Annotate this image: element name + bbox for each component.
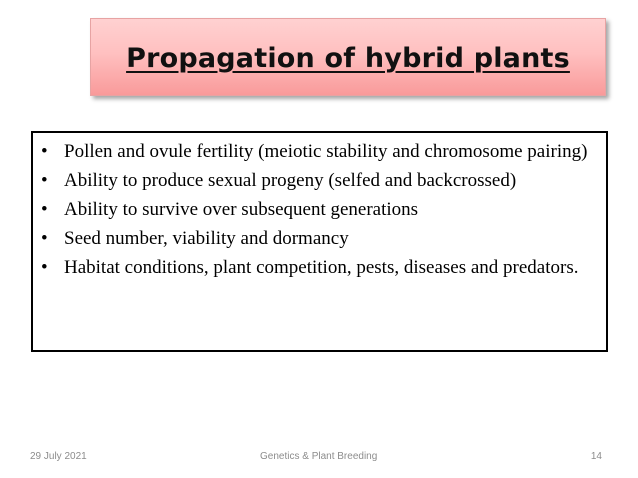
- footer-date: 29 July 2021: [30, 451, 87, 462]
- bullet-text: Habitat conditions, plant competition, pests, diseases and predators.: [64, 257, 579, 278]
- page-number: 14: [590, 451, 602, 462]
- bullet-marker: •: [41, 141, 48, 162]
- bullet-item: [33, 170, 592, 192]
- bullet-text: Ability to survive over subsequent generations: [64, 199, 419, 220]
- bullet-marker: •: [41, 170, 48, 191]
- title-box: [90, 18, 606, 96]
- bullet-item: [33, 199, 592, 221]
- content-box: [31, 131, 608, 352]
- bullet-item: [33, 257, 592, 279]
- bullet-text: Pollen and ovule fertility (meiotic stability and chromosome pairing): [64, 141, 588, 162]
- bullet-marker: •: [41, 257, 48, 278]
- bullet-item: [33, 228, 592, 250]
- bullet-text: Seed number, viability and dormancy: [64, 228, 349, 249]
- slide-title: Propagation of hybrid plants: [126, 43, 570, 74]
- bullet-text: Ability to produce sexual progeny (selfed and backcrossed): [64, 170, 517, 191]
- bullet-list: [33, 133, 606, 279]
- bullet-marker: •: [41, 228, 48, 249]
- footer-center-text: Genetics & Plant Breeding: [260, 451, 378, 462]
- bullet-item: [33, 141, 592, 163]
- bullet-marker: •: [41, 199, 48, 220]
